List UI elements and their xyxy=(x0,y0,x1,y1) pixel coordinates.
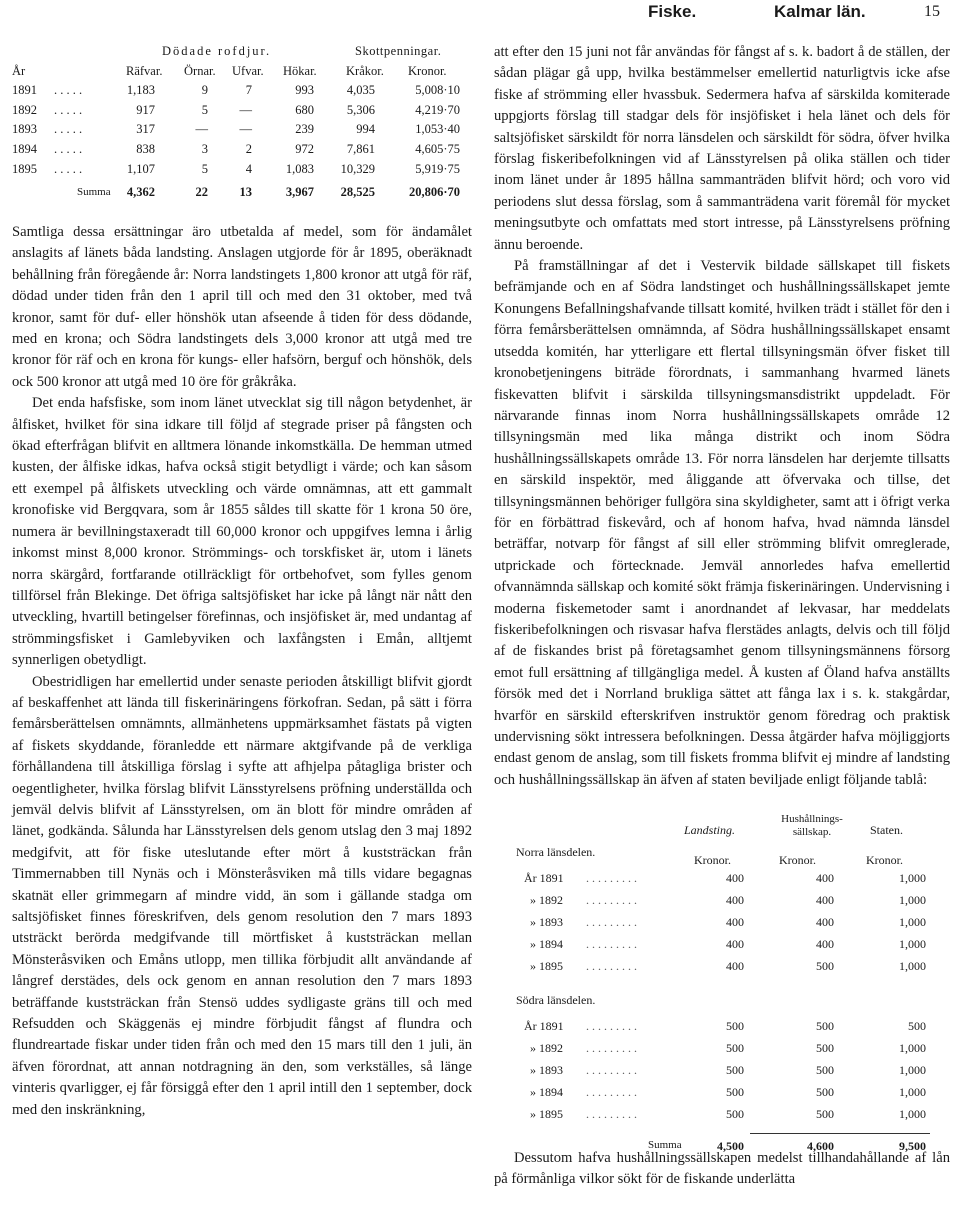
cell-ufvar: 7 xyxy=(245,83,252,98)
cell-staten: 500 xyxy=(908,1019,926,1034)
sum-staten: 9,500 xyxy=(899,1139,926,1154)
cell-ornar: 9 xyxy=(201,83,208,98)
cell-kronor: 1,053·40 xyxy=(415,122,460,137)
page-header xyxy=(0,2,960,28)
cell-landsting: 500 xyxy=(726,1041,744,1056)
leader-dots: . . . . . . . . . xyxy=(586,1085,637,1100)
cell-staten: 1,000 xyxy=(899,959,926,974)
row-year: » 1892 xyxy=(530,893,563,908)
cell-landsting: 400 xyxy=(726,871,744,886)
cell-staten: 1,000 xyxy=(899,1063,926,1078)
paragraph: Samtliga dessa ersättningar äro utbetalda af medel, som för ändamålet anslagits af länets båda landsting. Anslagen utgjorde för år 1895, oberäknadt behållning från föregående år: Norra landstingets 1,800 kronor att utgå för räf, dödad under tiden från den 1 april till och med den 31 oktober, med två kronor, samt för duf- eller hönshök utan afseende å tiden för dess dödande, med en krona; och Södra landstingets dels 3,000 kronor att utgå med tre kronor för räf och en krona för kungs- eller hafsörn, berguf och hönshök, dels ock 500 kronor att utgå med 10 öre för gråkråka. xyxy=(12,224,472,390)
table-sum-row xyxy=(12,183,472,203)
cell-hushallning: 400 xyxy=(816,937,834,952)
cell-hushallning: 500 xyxy=(816,1085,834,1100)
row-year: » 1895 xyxy=(530,959,563,974)
cell-ornar: 3 xyxy=(201,141,208,156)
cell-landsting: 500 xyxy=(726,1085,744,1100)
leader-dots: . . . . . . . . . xyxy=(586,915,637,930)
cell-krakor: 7,861 xyxy=(346,141,375,156)
leader-dots: . . . . . . . . . xyxy=(586,893,637,908)
sum-ufvar: 13 xyxy=(239,185,252,200)
region-title: Kalmar län. xyxy=(774,2,866,21)
cell-staten: 1,000 xyxy=(899,937,926,952)
paragraph: att efter den 15 juni not får användas för fångst af s. k. badort å de ställen, der sådan plägar gå upp, hvilka bestämmelser emellertid naturligtvis icke afse fiske af strömming eller hvassbuk. Sedermera hafva af särskilda komiterade uppgjorts förslag till stadgar dels för insjöfisket i hela länet och dels för saltsjöfisket särskildt för norra länsdelen och särskildt för södra, öfver hvilka förslag fiskeribefolkningen vid af Länsstyrelsen på olika ställen och tider inom länet under år 1895 hållna sammanträden blifvit hörd; och voro vid periodens slut dessa förslag, som å sammanträdena varit föremål för mycket meningsutbyte och omfattats med stort intresse, på Länsstyrelsens pröfning ännu beroende. xyxy=(494,44,950,253)
table-group-header xyxy=(12,42,472,62)
cell-hushallning: 500 xyxy=(816,1041,834,1056)
cell-ufvar: 2 xyxy=(245,141,252,156)
table-row xyxy=(12,160,472,180)
cell-ufvar: — xyxy=(239,122,252,137)
section-title: Fiske. xyxy=(648,2,697,21)
cell-year: 1895 xyxy=(12,161,37,176)
row-year: År 1891 xyxy=(524,871,564,886)
cell-landsting: 400 xyxy=(726,937,744,952)
col-head-ufvar: Ufvar. xyxy=(232,63,264,78)
table-row xyxy=(12,140,472,160)
leader-dots: . . . . . . . . . xyxy=(586,937,637,952)
cell-hushallning: 500 xyxy=(816,1019,834,1034)
cell-rafvar: 317 xyxy=(136,122,155,137)
predator-table xyxy=(12,42,472,208)
col-head-landsting: Landsting. xyxy=(684,823,736,838)
leader-dots: . . . . . . . . . xyxy=(586,1063,637,1078)
cell-staten: 1,000 xyxy=(899,915,926,930)
cell-krakor: 10,329 xyxy=(340,161,375,176)
sum-label: Summa xyxy=(648,1139,682,1152)
cell-krakor: 994 xyxy=(356,122,375,137)
sum-krakor: 28,525 xyxy=(340,185,375,200)
cell-staten: 1,000 xyxy=(899,893,926,908)
page-number: 15 xyxy=(924,3,940,20)
unit-landsting: Kronor. xyxy=(694,853,731,868)
cell-rafvar: 1,183 xyxy=(126,83,155,98)
cell-kronor: 4,605·75 xyxy=(415,141,460,156)
leader-dots: . . . . . xyxy=(54,161,83,176)
col-head-year: År xyxy=(12,63,26,78)
cell-ornar: — xyxy=(195,122,208,137)
paragraph: Obestridligen har emellertid under senaste perioden åtskilligt blifvit gjordt af beskaffenhet att lända till fiskerinäringens förkofran. Sedan, på sätt i förra femårsberättelsen omnämnts, allmänhetens uppmärksamhet fästats på vigten af fiskets skyddande, föranledde ett närmare aktgifvande på de verkliga förhållandena till åtskilliga förslag i syfte att afhjelpa påtagliga brister och oegentligheter, hvilka förslag blifvit Länsstyrelsens pröfning underställda och jemväl delvis blifvit af Länsstyrelsen, om än blott för mindre områden af länet, godkända. Sålunda har Länsstyrelsen dels genom utslag den 3 maj 1892 medgifvit, att för fiske uteslutande efter mört å kuststräckan från Timmernabben till Nynäs och i Mönsteråsviken må tills vidare begagnas skatnät eller grimmegarn af mindre vidd, än som i gällande stadga om saltsjöfisket finnes föreskrifven, dels genom resolution den 7 mars 1893 utsträckt berörda medgifvande till mörtfisket å kuststräckan mellan Mönsteråsviken och Emåns utlopp, men tillika förbjudit allt användande af långref derstädes, dels ock genom en annan resolution den 7 mars 1893 beträffande kuststräckan från Stensö uddes sydligaste gräns till och med Refsudden och Skäggenäs ej mindre förbjudit fångst af flundra och flundreartade fiskar under tiden från och med den 15 mars till den 1 juli, än äfven förordnat, att annan notdragning än den, som verkställes, så länge vinteris qvarligger, ej får försiggå efter den 1 april intill den 1 september, dock med den inskränkning, xyxy=(12,673,472,1118)
grants-table xyxy=(494,805,950,1205)
paragraph: Det enda hafsfiske, som inom länet utvecklat sig till någon betydenhet, är ålfisket, hvilket för sina idkare till följd af stegrade priser på fångsten och ökad efterfrågan blifvit en alltmera lönande inkomstkälla. De hemman utmed kusten, der ålfiske idkas, hafva också stigit betydligt i värde; och kan såsom ett exempel på ålfiskets utveckling och värde omnämnas, att ett gammalt kronofiske vid Bergqvara, som år 1855 såldes till skatte för 1 krona 50 öre, numera är bevillningstaxeradt till 60,000 kronor och uppgifves lemna i årlig inkomst minst 8,000 kronor. Strömmings- och torskfisket är, utom i länets norra skärgård, fortfarande otillräckligt för ortbehofvet, som fylles genom tillförsel från Blekinge. Det öfriga saltsjöfisket har icke på långt när nått den utveckling, hvartill betingelser förefinnas, och insjöfisket är, med undantag af strömmingsfisket i Gamlebyviken och laxfångsten i Emån, alltjemt synnerligen obetydligt. xyxy=(12,395,472,669)
col-head-hokar: Hökar. xyxy=(283,63,317,78)
leader-dots: . . . . . xyxy=(54,83,83,98)
row-year: » 1894 xyxy=(530,937,563,952)
cell-year: 1894 xyxy=(12,141,37,156)
leader-dots: . . . . . . . . . xyxy=(586,959,637,974)
leader-dots: . . . . . . . . . xyxy=(586,1019,637,1034)
row-year: » 1893 xyxy=(530,1063,563,1078)
cell-kronor: 4,219·70 xyxy=(415,102,460,117)
left-column xyxy=(12,42,472,1121)
leader-dots: . . . . . xyxy=(54,141,83,156)
money-title: Skottpenningar. xyxy=(355,44,442,58)
col-head-kronor: Kronor. xyxy=(408,63,447,78)
cell-landsting: 400 xyxy=(726,893,744,908)
col-head-krakor: Kråkor. xyxy=(346,63,384,78)
cell-landsting: 500 xyxy=(726,1107,744,1122)
col-head-hushallning: Hushållnings- sällskap. xyxy=(781,813,843,839)
cell-hokar: 993 xyxy=(295,83,314,98)
sum-hushallning: 4,600 xyxy=(807,1139,834,1154)
cell-kronor: 5,919·75 xyxy=(415,161,460,176)
cell-krakor: 4,035 xyxy=(346,83,375,98)
closing-paragraph: Dessutom hafva hushållningssällskapen medelst tillhandahållande af lån på förmånliga vilkor sökt för de fiskande underlätta xyxy=(494,1150,950,1188)
cell-ufvar: 4 xyxy=(245,161,252,176)
cell-staten: 1,000 xyxy=(899,1107,926,1122)
cell-hushallning: 500 xyxy=(816,1107,834,1122)
cell-hushallning: 400 xyxy=(816,893,834,908)
cell-staten: 1,000 xyxy=(899,1041,926,1056)
cell-ufvar: — xyxy=(239,102,252,117)
col-head-rafvar: Räfvar. xyxy=(126,63,163,78)
sum-rule xyxy=(750,1133,930,1134)
sum-rafvar: 4,362 xyxy=(126,185,155,200)
cell-hokar: 239 xyxy=(295,122,314,137)
cell-staten: 1,000 xyxy=(899,871,926,886)
cell-rafvar: 917 xyxy=(136,102,155,117)
cell-kronor: 5,008·10 xyxy=(415,83,460,98)
cell-year: 1892 xyxy=(12,102,37,117)
cell-krakor: 5,306 xyxy=(346,102,375,117)
sum-kronor: 20,806·70 xyxy=(408,185,460,200)
cell-landsting: 500 xyxy=(726,1019,744,1034)
leader-dots: . . . . . . . . . xyxy=(586,1041,637,1056)
cell-rafvar: 1,107 xyxy=(126,161,155,176)
group-title: Dödade rofdjur. xyxy=(162,44,272,58)
cell-rafvar: 838 xyxy=(136,141,155,156)
row-year: » 1895 xyxy=(530,1107,563,1122)
cell-hushallning: 500 xyxy=(816,1063,834,1078)
cell-hushallning: 400 xyxy=(816,871,834,886)
sum-hokar: 3,967 xyxy=(285,185,314,200)
cell-hushallning: 500 xyxy=(816,959,834,974)
row-year: » 1894 xyxy=(530,1085,563,1100)
col-head-staten: Staten. xyxy=(870,823,903,838)
row-year: » 1893 xyxy=(530,915,563,930)
cell-hokar: 680 xyxy=(295,102,314,117)
col-head-ornar: Örnar. xyxy=(184,63,216,78)
cell-landsting: 500 xyxy=(726,1063,744,1078)
table-row xyxy=(12,120,472,140)
cell-year: 1893 xyxy=(12,122,37,137)
unit-hushallning: Kronor. xyxy=(779,853,816,868)
cell-year: 1891 xyxy=(12,83,37,98)
row-year: År 1891 xyxy=(524,1019,564,1034)
cell-landsting: 400 xyxy=(726,915,744,930)
table-row xyxy=(12,81,472,101)
leader-dots: . . . . . xyxy=(54,122,83,137)
cell-hushallning: 400 xyxy=(816,915,834,930)
sum-label: Summa xyxy=(77,186,111,199)
sum-landsting: 4,500 xyxy=(717,1139,744,1154)
sum-ornar: 22 xyxy=(195,185,208,200)
leader-dots: . . . . . . . . . xyxy=(586,1107,637,1122)
right-column xyxy=(494,42,950,1205)
table-column-headers xyxy=(12,62,472,82)
cell-ornar: 5 xyxy=(201,102,208,117)
unit-staten: Kronor. xyxy=(866,853,903,868)
table-row xyxy=(12,101,472,121)
cell-ornar: 5 xyxy=(201,161,208,176)
leader-dots: . . . . . . . . . xyxy=(586,871,637,886)
cell-hokar: 972 xyxy=(295,141,314,156)
cell-staten: 1,000 xyxy=(899,1085,926,1100)
row-year: » 1892 xyxy=(530,1041,563,1056)
leader-dots: . . . . . xyxy=(54,102,83,117)
group-label-sodra: Södra länsdelen. xyxy=(516,993,596,1008)
group-label-norra: Norra länsdelen. xyxy=(516,845,596,860)
cell-hokar: 1,083 xyxy=(285,161,314,176)
cell-landsting: 400 xyxy=(726,959,744,974)
paragraph: På framställningar af det i Vestervik bildade sällskapet till fiskets befrämjande och en af Södra landstinget och hushållningssällskapet jemte Konungens Befallningshafvande tillsatt komité, hvilken trädt i stället för den i förra femårsberättelsen omnämnda, af Södra hushållningssällskapet ensamt utsedda komitén, har ytterligare ett flertal tillsyningsmän öfver fisket till kronobetjeningens biträde förordnats, i sammanhang hvarmed länets fiskevatten blifvit i särskilda tillsyningsmansdistrikt uppdeladt. För närvarande finnas inom Norra hushållningssällskapets område 12 tillsyningsmän med lika många distrikt och inom Södra hushållningssällskapets område 13. För norra länsdelen har derjemte tillsatts en särskild inspektör, med åliggande att öfvervaka och tillse, det tillsyningsmännen behöriger fullgöra sina skyldigheter, samt att i öfrigt verka för en förbättrad fiskevård, och af honom hafva, hvad nämnda länsdel beträffar, notvarp för fångst af sill eller strömming blifvit omreglerade, utprickade och förtecknade. Jemväl annorledes hafva emellertid ofvannämnda sällskap och komité sökt främja fiskerinäringen. Undervisning i moderna fiskemetoder samt i anordnandet af lekvasar, har meddelats fiskeribefolkningen och risvasar hafva flerstädes anlagts, delvis och till följd af de fiskandes brist på företagsamhet genom tillsyningsmännens försorg emot full ersättning af tillgängliga medel. Å kusten af Öland hafva anställts försök med det i Norrland brukliga sättet att fånga lax i s. k. stakgårdar, hvarför en särskild efterskrifven instruktör genom föredrag och praktisk undervisning sökt intressera befolkningen. Dessa åtgärder hafva möjliggjorts endast genom de anslag, som till fiskets fromma blifvit ej mindre af landsting och hushållningssällskap än äfven af staten beviljade enligt följande tablå: xyxy=(494,258,950,788)
